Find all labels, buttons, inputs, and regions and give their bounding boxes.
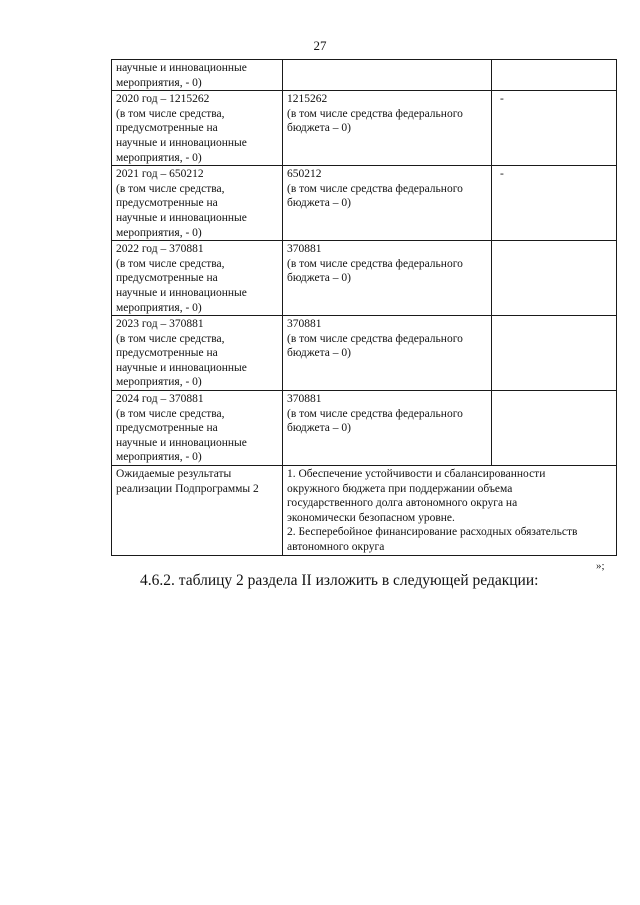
funding-table-body [112,60,617,556]
year-total-cell [112,241,283,316]
expected-results-text [283,466,617,556]
expected-results-label-line: реализации Подпрограммы 2 [116,482,259,495]
year-total-cell-line: 2022 год – 370881 [116,243,204,256]
federal-funds-cell [283,316,492,391]
expected-results-text-line: 1. Обеспечение устойчивости и сбалансированности [287,468,546,481]
year-total-cell-line: 2020 год – 1215262 [116,93,210,106]
year-total-cell [112,60,283,91]
federal-funds-cell-line: 370881 [287,393,322,406]
other-funds-cell [492,166,617,241]
other-funds-cell [492,391,617,466]
federal-funds-cell-line: 370881 [287,318,322,331]
year-total-cell-line: научные и инновационные [116,436,247,449]
year-total-cell-line: (в том числе средства, [116,257,225,270]
year-total-cell-line: (в том числе средства, [116,332,225,345]
other-funds-cell [492,241,617,316]
dash-mark: - [500,168,504,181]
closing-quote-mark: »; [596,560,605,572]
federal-funds-cell-line: 370881 [287,243,322,256]
year-total-cell-line: мероприятия, - 0) [116,151,202,164]
year-total-cell-line: (в том числе средства, [116,407,225,420]
year-total-cell-line: мероприятия, - 0) [116,376,202,389]
expected-results-text-line: экономически безопасном уровне. [287,511,455,524]
other-funds-cell [492,316,617,391]
table-row [112,166,617,241]
federal-funds-cell-line: (в том числе средства федерального [287,182,463,195]
expected-results-text-line: окружного бюджета при поддержании объема [287,482,513,495]
funding-table [111,59,617,556]
table-row [112,316,617,391]
table-row [112,241,617,316]
federal-funds-cell [283,91,492,166]
federal-funds-cell [283,166,492,241]
federal-funds-cell-line: 650212 [287,168,322,181]
year-total-cell-line: (в том числе средства, [116,107,225,120]
expected-results-text-line: государственного долга автономного округа на [287,497,518,510]
federal-funds-cell-line: бюджета – 0) [287,272,351,285]
table-row [112,60,617,91]
year-total-cell-line: научные и инновационные [116,136,247,149]
federal-funds-cell-line: бюджета – 0) [287,122,351,135]
table-row [112,91,617,166]
year-total-cell-line: мероприятия, - 0) [116,76,202,89]
year-total-cell-line: мероприятия, - 0) [116,301,202,314]
year-total-cell-line: предусмотренные на [116,422,218,435]
federal-funds-cell [283,60,492,91]
year-total-cell [112,91,283,166]
year-total-cell [112,316,283,391]
dash-mark: - [500,93,504,106]
year-total-cell-line: 2021 год – 650212 [116,168,204,181]
year-total-cell-line: мероприятия, - 0) [116,226,202,239]
expected-results-label-line: Ожидаемые результаты [116,468,232,481]
year-total-cell-line: научные и инновационные [116,62,247,74]
federal-funds-cell-line: (в том числе средства федерального [287,107,463,120]
year-total-cell-line: научные и инновационные [116,286,247,299]
federal-funds-cell [283,241,492,316]
year-total-cell-line: 2024 год – 370881 [116,393,204,406]
year-total-cell [112,391,283,466]
year-total-cell [112,166,283,241]
other-funds-cell [492,60,617,91]
year-total-cell-line: предусмотренные на [116,122,218,135]
year-total-cell-line: научные и инновационные [116,211,247,224]
other-funds-cell [492,91,617,166]
amendment-instruction: 4.6.2. таблицу 2 раздела II изложить в следующей редакции: [140,572,539,589]
expected-results-text-line: 2. Бесперебойное финансирование расходных обязательств [287,526,578,539]
expected-results-row [112,466,617,556]
year-total-cell-line: 2023 год – 370881 [116,318,204,331]
year-total-cell-line: (в том числе средства, [116,182,225,195]
page-number: 27 [313,38,327,53]
federal-funds-cell-line: (в том числе средства федерального [287,407,463,420]
year-total-cell-line: мероприятия, - 0) [116,451,202,464]
federal-funds-cell [283,391,492,466]
federal-funds-cell-line: бюджета – 0) [287,197,351,210]
federal-funds-cell-line: бюджета – 0) [287,347,351,360]
year-total-cell-line: предусмотренные на [116,197,218,210]
federal-funds-cell-line: (в том числе средства федерального [287,257,463,270]
federal-funds-cell-line: 1215262 [287,93,328,106]
year-total-cell-line: научные и инновационные [116,361,247,374]
table-row [112,391,617,466]
year-total-cell-line: предусмотренные на [116,272,218,285]
expected-results-label [112,466,283,556]
federal-funds-cell-line: бюджета – 0) [287,422,351,435]
year-total-cell-line: предусмотренные на [116,347,218,360]
expected-results-text-line: автономного округа [287,541,385,553]
federal-funds-cell-line: (в том числе средства федерального [287,332,463,345]
